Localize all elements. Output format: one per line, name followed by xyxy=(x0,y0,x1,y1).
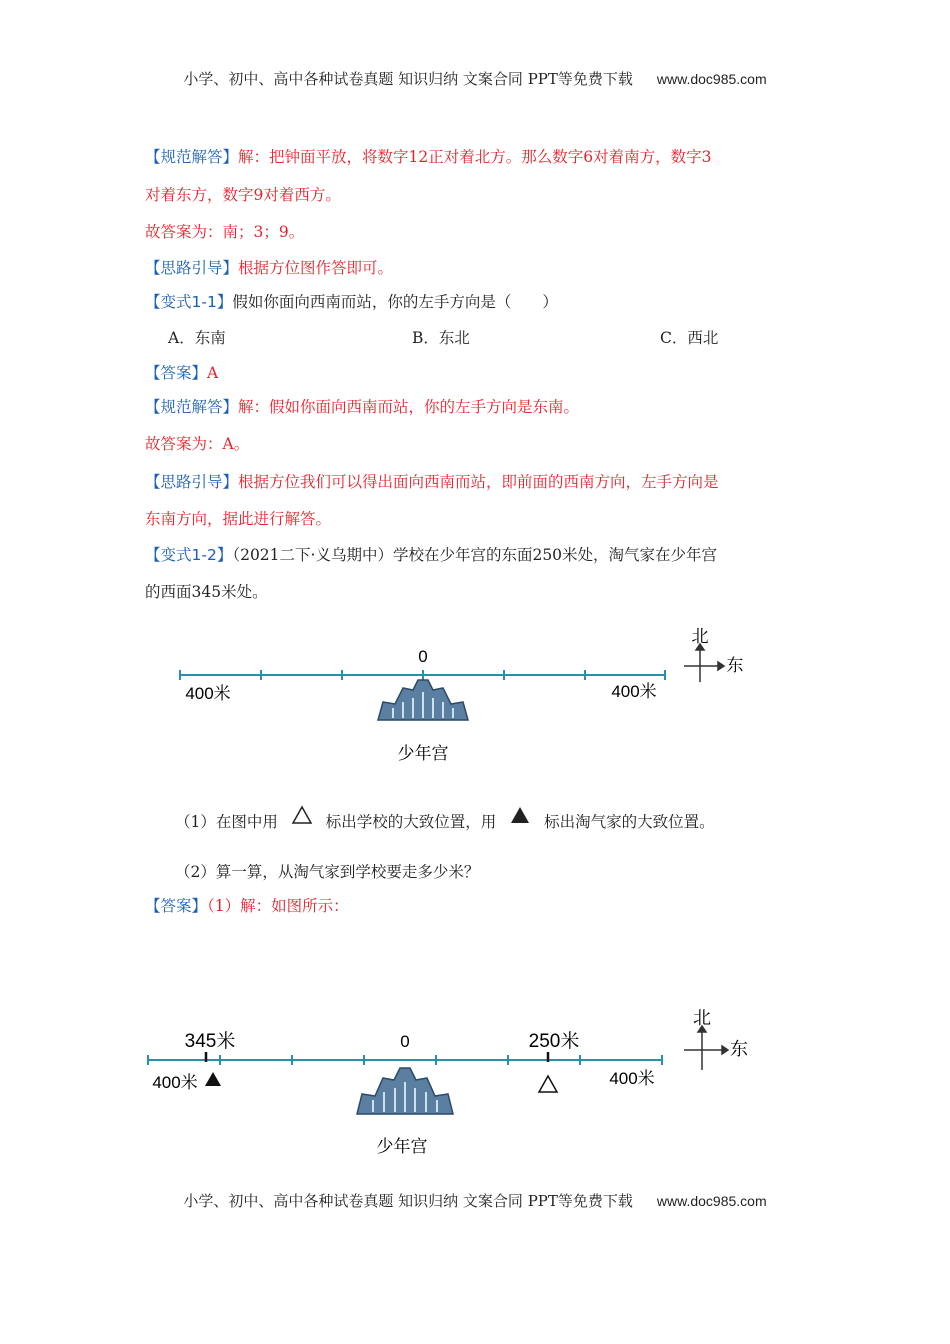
q12-answer xyxy=(145,894,805,916)
east-label: 东 xyxy=(730,1039,748,1059)
q11-guide-text-1: 根据方位我们可以得出面向西南而站，即前面的西南方向，左手方向是 xyxy=(238,473,719,491)
q12-sub1-b: 标出学校的大致位置，用 xyxy=(325,813,497,831)
q12-line-2: 的西面345米处。 xyxy=(145,583,268,601)
q11-question xyxy=(145,290,805,312)
q11-guide-line-1 xyxy=(145,470,805,492)
page-header xyxy=(0,68,950,89)
q11-answer xyxy=(145,361,805,383)
solution-tag: 【规范解答】 xyxy=(145,148,239,166)
q12-tag: 【变式1-2】 xyxy=(145,546,233,564)
left-400-label: 400米 xyxy=(152,1073,198,1092)
guide-tag: 【思路引导】 xyxy=(145,259,239,277)
q12-text-1: （2021二下·义乌期中）学校在少年宫的东面250米处，淘气家在少年宫 xyxy=(232,546,718,564)
q11-guide-tag: 【思路引导】 xyxy=(145,473,239,491)
q12-line-1 xyxy=(145,543,805,565)
header-site[interactable]: www.doc985.com xyxy=(656,71,767,87)
q12-answer-text: （1）解：如图所示： xyxy=(207,897,349,915)
compass-icon xyxy=(684,1026,728,1070)
west-345-label: 345米 xyxy=(184,1031,236,1052)
guide-text: 根据方位图作答即可。 xyxy=(238,259,394,277)
header-title: 小学、初中、高中各种试卷真题 知识归纳 文案合同 PPT等免费下载 xyxy=(183,70,633,88)
q12-sub1-c: 标出淘气家的大致位置。 xyxy=(544,813,715,831)
solution-line-1 xyxy=(145,145,805,167)
zero-label: 0 xyxy=(400,1032,410,1051)
school-hollow-triangle xyxy=(539,1076,557,1092)
right-400-label: 400米 xyxy=(611,682,657,701)
left-400-label: 400米 xyxy=(185,684,231,703)
palace-building-icon xyxy=(357,1068,453,1114)
east-250-label: 250米 xyxy=(528,1031,580,1052)
q11-final: 故答案为：A。 xyxy=(145,435,250,453)
q11-option-b[interactable]: B．东北 xyxy=(412,329,470,347)
number-line-diagram-1 xyxy=(170,620,790,770)
north-label: 北 xyxy=(691,627,709,646)
solution-line-2: 对着东方，数字9对着西方。 xyxy=(145,186,341,204)
compass-icon xyxy=(684,644,724,682)
q12-sub1 xyxy=(175,810,835,832)
q11-solution-text: 解：假如你面向西南而站，你的左手方向是东南。 xyxy=(238,398,580,416)
zero-label: 0 xyxy=(418,647,428,666)
palace-building-icon xyxy=(378,680,468,720)
hollow-triangle-icon xyxy=(289,801,315,831)
q11-solution xyxy=(145,395,805,417)
north-label: 北 xyxy=(693,1008,711,1028)
solid-triangle-icon xyxy=(507,801,533,831)
q11-solution-tag: 【规范解答】 xyxy=(145,398,239,416)
guide-line xyxy=(145,256,805,278)
q11-answer-tag: 【答案】 xyxy=(145,364,208,382)
solution-text-1: 解：把钟面平放，将数字12正对着北方。那么数字6对着南方，数字3 xyxy=(238,148,712,166)
q11-tag: 【变式1-1】 xyxy=(145,293,233,311)
building-label: 少年宫 xyxy=(397,744,449,763)
number-line-diagram-2 xyxy=(140,1000,780,1170)
answer-line: 故答案为：南；3；9。 xyxy=(145,223,305,241)
q12-sub2: （2）算一算，从淘气家到学校要走多少米？ xyxy=(175,863,480,881)
building-label: 少年宫 xyxy=(376,1137,428,1156)
footer-site[interactable]: www.doc985.com xyxy=(656,1193,767,1209)
q12-answer-tag: 【答案】 xyxy=(145,897,208,915)
q11-text: 假如你面向西南而站，你的左手方向是（ ） xyxy=(232,293,558,311)
q11-option-a[interactable]: A．东南 xyxy=(168,329,226,347)
east-label: 东 xyxy=(726,656,744,675)
footer-title: 小学、初中、高中各种试卷真题 知识归纳 文案合同 PPT等免费下载 xyxy=(183,1192,633,1210)
q11-option-c[interactable]: C．西北 xyxy=(660,329,719,347)
page-footer xyxy=(0,1190,950,1211)
q11-guide-line-2: 东南方向，据此进行解答。 xyxy=(145,510,332,528)
q11-answer-value: A xyxy=(207,364,219,382)
q12-sub1-a: （1）在图中用 xyxy=(175,813,278,831)
right-400-label: 400米 xyxy=(609,1069,655,1088)
taoqi-home-solid-triangle xyxy=(205,1072,221,1086)
